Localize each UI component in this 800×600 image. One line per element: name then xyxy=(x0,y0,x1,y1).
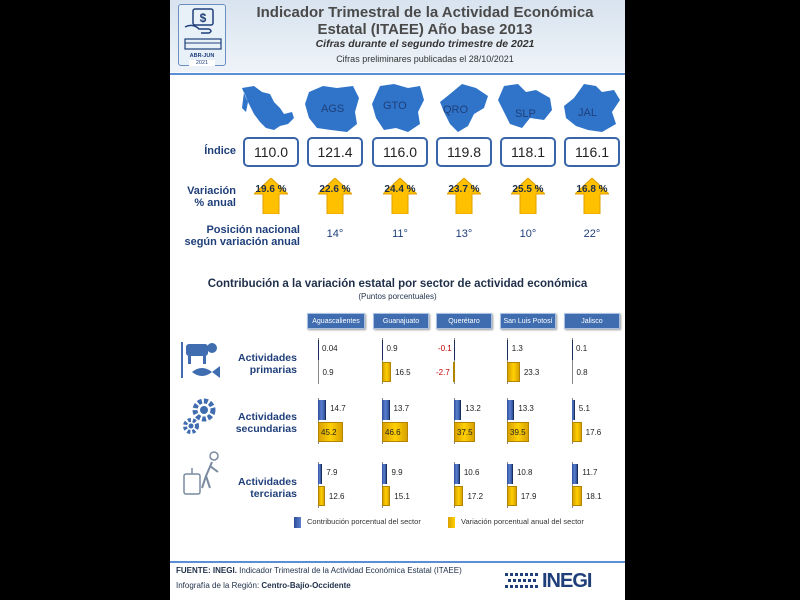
footer-region xyxy=(176,581,351,590)
bar-contribution-primarias-ags xyxy=(318,340,319,360)
label-variation-secundarias-jal: 17.6 xyxy=(585,428,602,437)
variation-arrow-qro xyxy=(447,178,481,214)
bar-contribution-terciarias-slp xyxy=(507,464,513,484)
variation-arrow-jal xyxy=(575,178,609,214)
position-qro: 13° xyxy=(455,228,473,240)
state-abbr-slp: SLP xyxy=(515,108,536,120)
bar-contribution-primarias-gto xyxy=(382,340,383,360)
livestock-fish-icon xyxy=(178,338,224,382)
footer-divider xyxy=(170,561,625,563)
sector-label-terciarias xyxy=(225,476,297,500)
variacion-label xyxy=(170,185,236,209)
label-contribution-terciarias-ags: 7.9 xyxy=(326,468,338,477)
bar-contribution-primarias-qro xyxy=(454,340,455,360)
bar-variation-terciarias-slp xyxy=(507,486,517,506)
bar-variation-terciarias-jal xyxy=(572,486,582,506)
bar-variation-terciarias-ags xyxy=(318,486,325,506)
variation-arrow-mexico xyxy=(254,178,288,214)
label-contribution-primarias-qro: -0.1 xyxy=(437,344,452,353)
state-abbr-qro: QRO xyxy=(443,104,469,116)
publication-note: Cifras preliminares publicadas el 28/10/2021 xyxy=(336,54,514,64)
column-header-jalisco: Jalisco xyxy=(564,313,620,329)
money-calendar-icon xyxy=(179,5,227,51)
page-title-line1: Indicador Trimestral de la Actividad Económica xyxy=(256,4,594,21)
index-box-gto: 116.0 xyxy=(372,137,428,167)
contribution-title: Contribución a la variación estatal por sector de actividad económica xyxy=(207,278,588,290)
badge-year: 2021 xyxy=(189,60,215,66)
bar-contribution-secundarias-slp xyxy=(507,400,514,420)
page-subtitle: Cifras durante el segundo trimestre de 2021 xyxy=(315,38,535,50)
posicion-label-line2: según variación anual xyxy=(184,236,300,248)
footer-source-org: INEGI. xyxy=(212,566,237,575)
column-header-aguascalientes: Aguascalientes xyxy=(307,313,365,329)
variation-value-ags: 22.6 % xyxy=(319,184,351,195)
bar-contribution-primarias-slp xyxy=(507,340,508,360)
label-contribution-terciarias-gto: 9.9 xyxy=(391,468,403,477)
column-header-san-luis-potosi: San Luis Potosí xyxy=(500,313,556,329)
label-variation-terciarias-qro: 17.2 xyxy=(467,492,484,501)
bar-variation-primarias-gto xyxy=(382,362,391,382)
label-variation-primarias-jal: 0.8 xyxy=(576,368,588,377)
sector-label-primarias-line2: primarias xyxy=(249,364,297,376)
bar-variation-primarias-slp xyxy=(507,362,520,382)
label-contribution-secundarias-slp: 13.3 xyxy=(518,404,534,413)
index-box-ags: 121.4 xyxy=(307,137,363,167)
variation-value-mexico: 19.6 % xyxy=(255,184,287,195)
variation-value-gto: 24.4 % xyxy=(384,184,416,195)
bar-contribution-secundarias-ags xyxy=(318,400,326,420)
index-box-mexico: 110.0 xyxy=(243,137,299,167)
sector-label-primarias xyxy=(225,352,297,376)
state-abbr-gto: GTO xyxy=(383,100,407,112)
legend-label-blue: Contribución porcentual del sector xyxy=(307,517,421,526)
position-ags: 14° xyxy=(326,228,344,240)
label-contribution-terciarias-qro: 10.6 xyxy=(463,468,480,477)
legend-label-yellow: Variación porcentual anual del sector xyxy=(461,517,584,526)
label-contribution-secundarias-jal: 5.1 xyxy=(578,404,590,413)
label-variation-primarias-ags: 0.9 xyxy=(322,368,334,377)
mexico-map-icon xyxy=(240,82,296,134)
position-gto: 11° xyxy=(392,228,408,240)
index-box-slp: 118.1 xyxy=(500,137,556,167)
column-header-queretaro: Querétaro xyxy=(436,313,492,329)
badge-period: ABR-JUN xyxy=(189,53,215,59)
label-contribution-terciarias-jal: 11.7 xyxy=(582,468,598,477)
footer-region-label: Infografía de la Región: xyxy=(176,581,260,590)
label-variation-terciarias-gto: 15.1 xyxy=(394,492,410,501)
bar-variation-secundarias-jal xyxy=(572,422,582,442)
bar-contribution-terciarias-gto xyxy=(382,464,387,484)
label-variation-secundarias-ags: 45.2 xyxy=(321,428,337,437)
label-contribution-secundarias-qro: 13.2 xyxy=(465,404,481,413)
infographic-page xyxy=(170,0,625,600)
quarter-badge xyxy=(178,4,226,66)
label-variation-terciarias-slp: 17.9 xyxy=(520,492,537,501)
variacion-label-line2: % anual xyxy=(194,197,236,209)
sector-label-terciarias-line2: terciarias xyxy=(250,488,297,500)
traveler-icon xyxy=(180,450,226,500)
label-contribution-secundarias-gto: 13.7 xyxy=(393,404,410,413)
label-variation-terciarias-ags: 12.6 xyxy=(328,492,345,501)
sector-label-secundarias xyxy=(225,411,297,435)
variation-value-qro: 23.7 % xyxy=(448,184,480,195)
bar-contribution-terciarias-ags xyxy=(318,464,322,484)
label-variation-primarias-gto: 16.5 xyxy=(395,368,411,377)
footer-source-text: Indicador Trimestral de la Actividad Económica Estatal (ITAEE) xyxy=(239,566,462,575)
variation-arrow-ags xyxy=(318,178,352,214)
footer-source xyxy=(176,566,462,575)
label-variation-terciarias-jal: 18.1 xyxy=(585,492,602,501)
variation-arrow-gto xyxy=(383,178,417,214)
label-variation-primarias-slp: 23.3 xyxy=(523,368,540,377)
state-abbr-jal: JAL xyxy=(578,107,597,119)
bar-variation-primarias-qro xyxy=(453,362,455,382)
page-title-line2: Estatal (ITAEE) Año base 2013 xyxy=(317,21,533,38)
label-variation-secundarias-gto: 46.6 xyxy=(385,428,401,437)
label-contribution-primarias-jal: 0.1 xyxy=(576,344,588,353)
bar-contribution-secundarias-gto xyxy=(382,400,390,420)
bar-contribution-terciarias-qro xyxy=(454,464,460,484)
variation-arrow-slp xyxy=(511,178,545,214)
label-variation-secundarias-qro: 37.5 xyxy=(457,428,473,437)
indice-label: Índice xyxy=(204,145,236,157)
bar-contribution-secundarias-jal xyxy=(572,400,575,420)
posicion-label-line1: Posición nacional xyxy=(206,224,300,236)
label-contribution-terciarias-slp: 10.8 xyxy=(516,468,533,477)
footer-region-name: Centro-Bajío-Occidente xyxy=(261,581,351,590)
bar-contribution-secundarias-qro xyxy=(454,400,461,420)
position-slp: 10° xyxy=(519,228,537,240)
label-contribution-secundarias-ags: 14.7 xyxy=(330,404,346,413)
state-abbr-ags: AGS xyxy=(321,103,345,115)
bar-contribution-primarias-jal xyxy=(572,340,573,360)
svg-text:$: $ xyxy=(199,11,207,25)
position-jal: 22° xyxy=(583,228,601,240)
inegi-logo-mark-icon xyxy=(505,571,541,591)
footer-source-label: FUENTE: xyxy=(176,566,211,575)
sector-label-secundarias-line2: secundarias xyxy=(235,423,297,435)
legend-swatch-yellow xyxy=(448,517,455,528)
index-box-qro: 119.8 xyxy=(436,137,492,167)
index-box-jal: 116.1 xyxy=(564,137,620,167)
header-divider xyxy=(170,73,625,75)
label-variation-primarias-qro: -2.7 xyxy=(436,368,450,377)
posicion-label xyxy=(170,224,300,248)
sector-label-primarias-line1: Actividades xyxy=(238,352,297,364)
label-variation-secundarias-slp: 39.5 xyxy=(510,428,526,437)
sector-label-terciarias-line1: Actividades xyxy=(238,476,297,488)
variation-value-jal: 16.8 % xyxy=(576,184,608,195)
gears-icon xyxy=(180,396,222,436)
contribution-subtitle: (Puntos porcentuales) xyxy=(358,292,437,301)
label-contribution-primarias-slp: 1.3 xyxy=(511,344,523,353)
legend-swatch-blue xyxy=(294,517,301,528)
column-header-guanajuato: Guanajuato xyxy=(373,313,429,329)
bar-contribution-terciarias-jal xyxy=(572,464,578,484)
inegi-logo: INEGI xyxy=(542,570,592,592)
bar-variation-terciarias-gto xyxy=(382,486,390,506)
bar-variation-terciarias-qro xyxy=(454,486,463,506)
variacion-label-line1: Variación xyxy=(187,185,236,197)
sector-label-secundarias-line1: Actividades xyxy=(238,411,297,423)
label-contribution-primarias-gto: 0.9 xyxy=(386,344,398,353)
variation-value-slp: 25.5 % xyxy=(512,184,544,195)
label-contribution-primarias-ags: 0.04 xyxy=(322,344,338,353)
